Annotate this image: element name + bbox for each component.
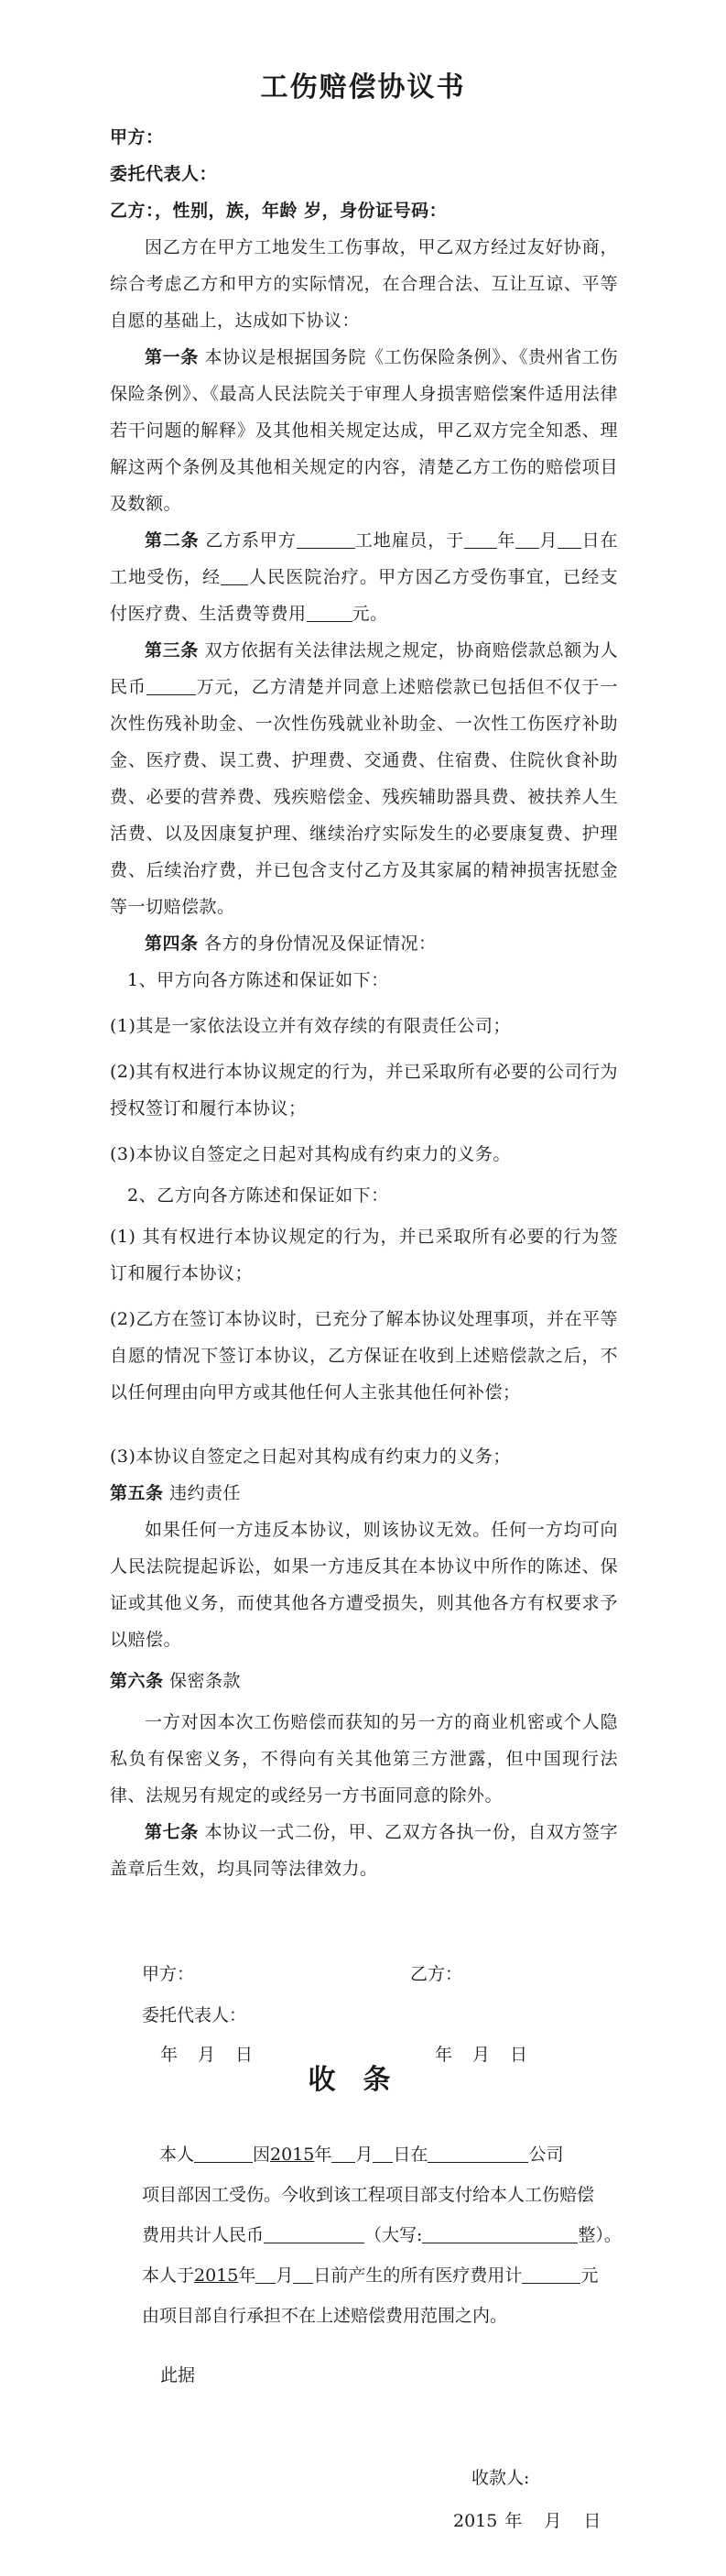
date-day: 日 — [510, 2045, 528, 2065]
blank-field — [293, 2265, 313, 2284]
receipt-text: 月 — [355, 2145, 374, 2165]
article-7-heading: 第七条 — [145, 1822, 199, 1842]
date-day: 日 — [235, 2045, 254, 2065]
blank-field — [464, 530, 497, 549]
receipt-payee: 收款人: — [471, 2468, 530, 2488]
receipt-line-5: 由项目部自行承担不在上述赔偿费用范围之内。 — [142, 2306, 508, 2326]
receipt-date-year: 2015 — [453, 2511, 498, 2531]
receipt-text: 月 — [276, 2265, 294, 2286]
article-2-text: 元。 — [352, 604, 388, 624]
blank-field — [307, 604, 352, 622]
receipt-text: 因 — [253, 2145, 271, 2165]
date-month: 月 — [198, 2045, 216, 2065]
blank-field — [146, 677, 196, 695]
blank-field — [264, 2225, 364, 2243]
receipt-line-1 — [142, 2134, 655, 2175]
article-4-item-2-1: (1) 其有权进行本协议规定的行为，并已采取所有必要的行为签订和履行本协议； — [110, 1227, 618, 1283]
receipt-title: 收条 — [308, 2064, 418, 2096]
receipt-date-ri: 日 — [583, 2511, 601, 2531]
receipt-text: 日在 — [393, 2145, 428, 2165]
party-b-text: 乙方：，性别，族，年龄 岁，身份证号码： — [110, 201, 448, 221]
article-4-heading: 第四条 — [145, 933, 199, 954]
blank-field — [558, 530, 581, 549]
blank-field — [422, 2225, 578, 2243]
receipt-ci: 此据 — [160, 2365, 196, 2385]
blank-field — [255, 2265, 276, 2284]
article-1 — [110, 339, 618, 522]
agent-label: 委托代表人： — [110, 164, 218, 184]
article-3-text: 双方依据有关法律法规之规定，协商赔偿款总额为人民币 — [110, 640, 618, 697]
article-5-title: 违约责任 — [163, 1483, 242, 1503]
blank-field — [522, 2265, 580, 2284]
article-4-title: 各方的身份情况及保证情况： — [198, 933, 437, 954]
article-3 — [110, 632, 618, 925]
receipt-date — [453, 2507, 601, 2535]
receipt-line-3 — [142, 2215, 655, 2255]
receipt-text: 整）。 — [578, 2225, 622, 2245]
article-4-item-1-1: (1)其是一家依法设立并有效存续的有限责任公司； — [110, 1016, 511, 1036]
article-5-heading: 第五条 — [110, 1483, 164, 1503]
article-3-heading: 第三条 — [145, 640, 199, 660]
receipt-year: 2015 — [194, 2265, 239, 2286]
article-6 — [110, 1663, 618, 1699]
blank-field — [428, 2145, 528, 2163]
article-7 — [110, 1814, 618, 1887]
date-year: 年 — [435, 2045, 453, 2065]
article-1-body: 本协议是根据国务院《工伤保险条例》、《贵州省工伤保险条例》、《最高人民法院关于审理人身损害赔偿案件适用法律若干问题的解释》及其他相关规定达成，甲乙双方完全知悉、理解这两个条例及其他相关规定的内容，清楚乙方工伤的赔偿项目及数额。 — [110, 347, 618, 514]
sign-agent: 委托代表人： — [142, 2005, 247, 2025]
party-b-line — [110, 192, 618, 229]
article-3-text: 万元，乙方清楚并同意上述赔偿款已包括但不仅于一次性伤残补助金、一次性伤残就业补助金、一次性工伤医疗补助金、医疗费、误工费、护理费、交通费、住宿费、住院伙食补助费、必要的营养费、残疾赔偿金、残疾辅助器具费、被扶养人生活费、以及因康复护理、继续治疗实际发生的必要康复费、护理费、后续治疗费，并已包含支付乙方及其家属的精神损害抚慰金等一切赔偿款。 — [110, 677, 618, 917]
article-6-heading: 第六条 — [110, 1671, 164, 1691]
blank-field — [515, 530, 539, 549]
article-4 — [110, 925, 618, 962]
article-2-text: 月 — [539, 530, 558, 551]
article-5-body: 如果任何一方违反本协议，则该协议无效。任何一方均可向人民法院提起诉讼，如果一方违反其在本协议中所作的陈述、保证或其他义务，而使其他各方遭受损失，则其他各方有权要求予以赔偿。 — [110, 1520, 618, 1650]
article-2-text: 日在工地受伤，经 — [110, 530, 618, 587]
article-4-item-1-3: (3)本协议自签定之日起对其构成有约束力的义务。 — [110, 1144, 511, 1164]
article-2-text: 人民医院治疗。甲方因乙方受伤事宜，已经支付医疗费、生活费等费用 — [110, 567, 618, 624]
article-4-item-2-2: (2)乙方在签订本协议时，已充分了解本协议处理事项，并在平等自愿的情况下签订本协议，乙方保证在收到上述赔偿款之后，不以任何理由向甲方或其他任何人主张其他任何补偿； — [110, 1309, 618, 1403]
receipt-text: 年 — [238, 2265, 256, 2286]
blank-field — [373, 2145, 393, 2163]
receipt-line-4 — [142, 2255, 655, 2296]
article-2-text: 工地雇员，于 — [354, 530, 464, 551]
sign-party-b: 乙方： — [410, 1964, 463, 1984]
article-7-body: 本协议一式二份，甲、乙双方各执一份，自双方签字盖章后生效，均具同等法律效力。 — [110, 1822, 618, 1879]
article-2 — [110, 522, 618, 632]
receipt-text: 本人于 — [142, 2265, 195, 2286]
article-4-item-1-2: (2)其有权进行本协议规定的行为，并已采取所有必要的公司行为授权签订和履行本协议； — [110, 1062, 618, 1119]
article-2-heading: 第二条 — [145, 530, 200, 551]
article-1-heading: 第一条 — [145, 347, 199, 367]
article-2-text: 乙方系甲方 — [199, 530, 297, 551]
blank-field — [297, 530, 355, 549]
date-year: 年 — [160, 2045, 179, 2065]
blank-field — [221, 567, 248, 585]
article-5 — [110, 1475, 618, 1512]
receipt-line-2: 项目部因工受伤。今收到该工程项目部支付给本人工伤赔偿 — [142, 2185, 595, 2205]
party-a-label: 甲方： — [110, 127, 164, 147]
receipt-text: 费用共计人民币 — [142, 2225, 265, 2245]
sign-party-a: 甲方： — [142, 1964, 195, 1984]
article-4-item-1: 1、甲方向各方陈述和保证如下： — [127, 970, 389, 990]
receipt-text: 元 — [580, 2265, 599, 2286]
intro-paragraph: 因乙方在甲方工地发生工伤事故，甲乙双方经过友好协商，综合考虑乙方和甲方的实际情况，在合理合法、互让互谅、平等自愿的基础上，达成如下协议： — [110, 237, 618, 331]
article-6-title: 保密条款 — [163, 1671, 242, 1691]
blank-field — [331, 2145, 355, 2163]
blank-field — [194, 2145, 253, 2163]
receipt-text: （大写: — [364, 2225, 423, 2245]
receipt-date-nian: 年 — [504, 2511, 523, 2531]
receipt-text: 本人 — [159, 2145, 195, 2165]
receipt-year: 2015 — [270, 2145, 315, 2165]
receipt-text: 公司 — [528, 2145, 564, 2165]
receipt-text: 日前产生的所有医疗费用计 — [313, 2265, 523, 2286]
article-4-item-2: 2、乙方向各方陈述和保证如下： — [127, 1185, 389, 1206]
receipt-date-yue: 月 — [544, 2511, 562, 2531]
receipt-body — [142, 2134, 655, 2336]
article-6-body: 一方对因本次工伤赔偿而获知的另一方的商业机密或个人隐私负有保密义务，不得向有关其他第三方泄露，但中国现行法律、法规另有规定的或经另一方书面同意的除外。 — [110, 1712, 618, 1806]
receipt-text: 年 — [314, 2145, 332, 2165]
article-4-item-2-3: (3)本协议自签定之日起对其构成有约束力的义务； — [110, 1446, 511, 1467]
date-month: 月 — [472, 2045, 491, 2065]
document-title: 工伤赔偿协议书 — [260, 71, 466, 104]
article-2-text: 年 — [496, 530, 516, 551]
